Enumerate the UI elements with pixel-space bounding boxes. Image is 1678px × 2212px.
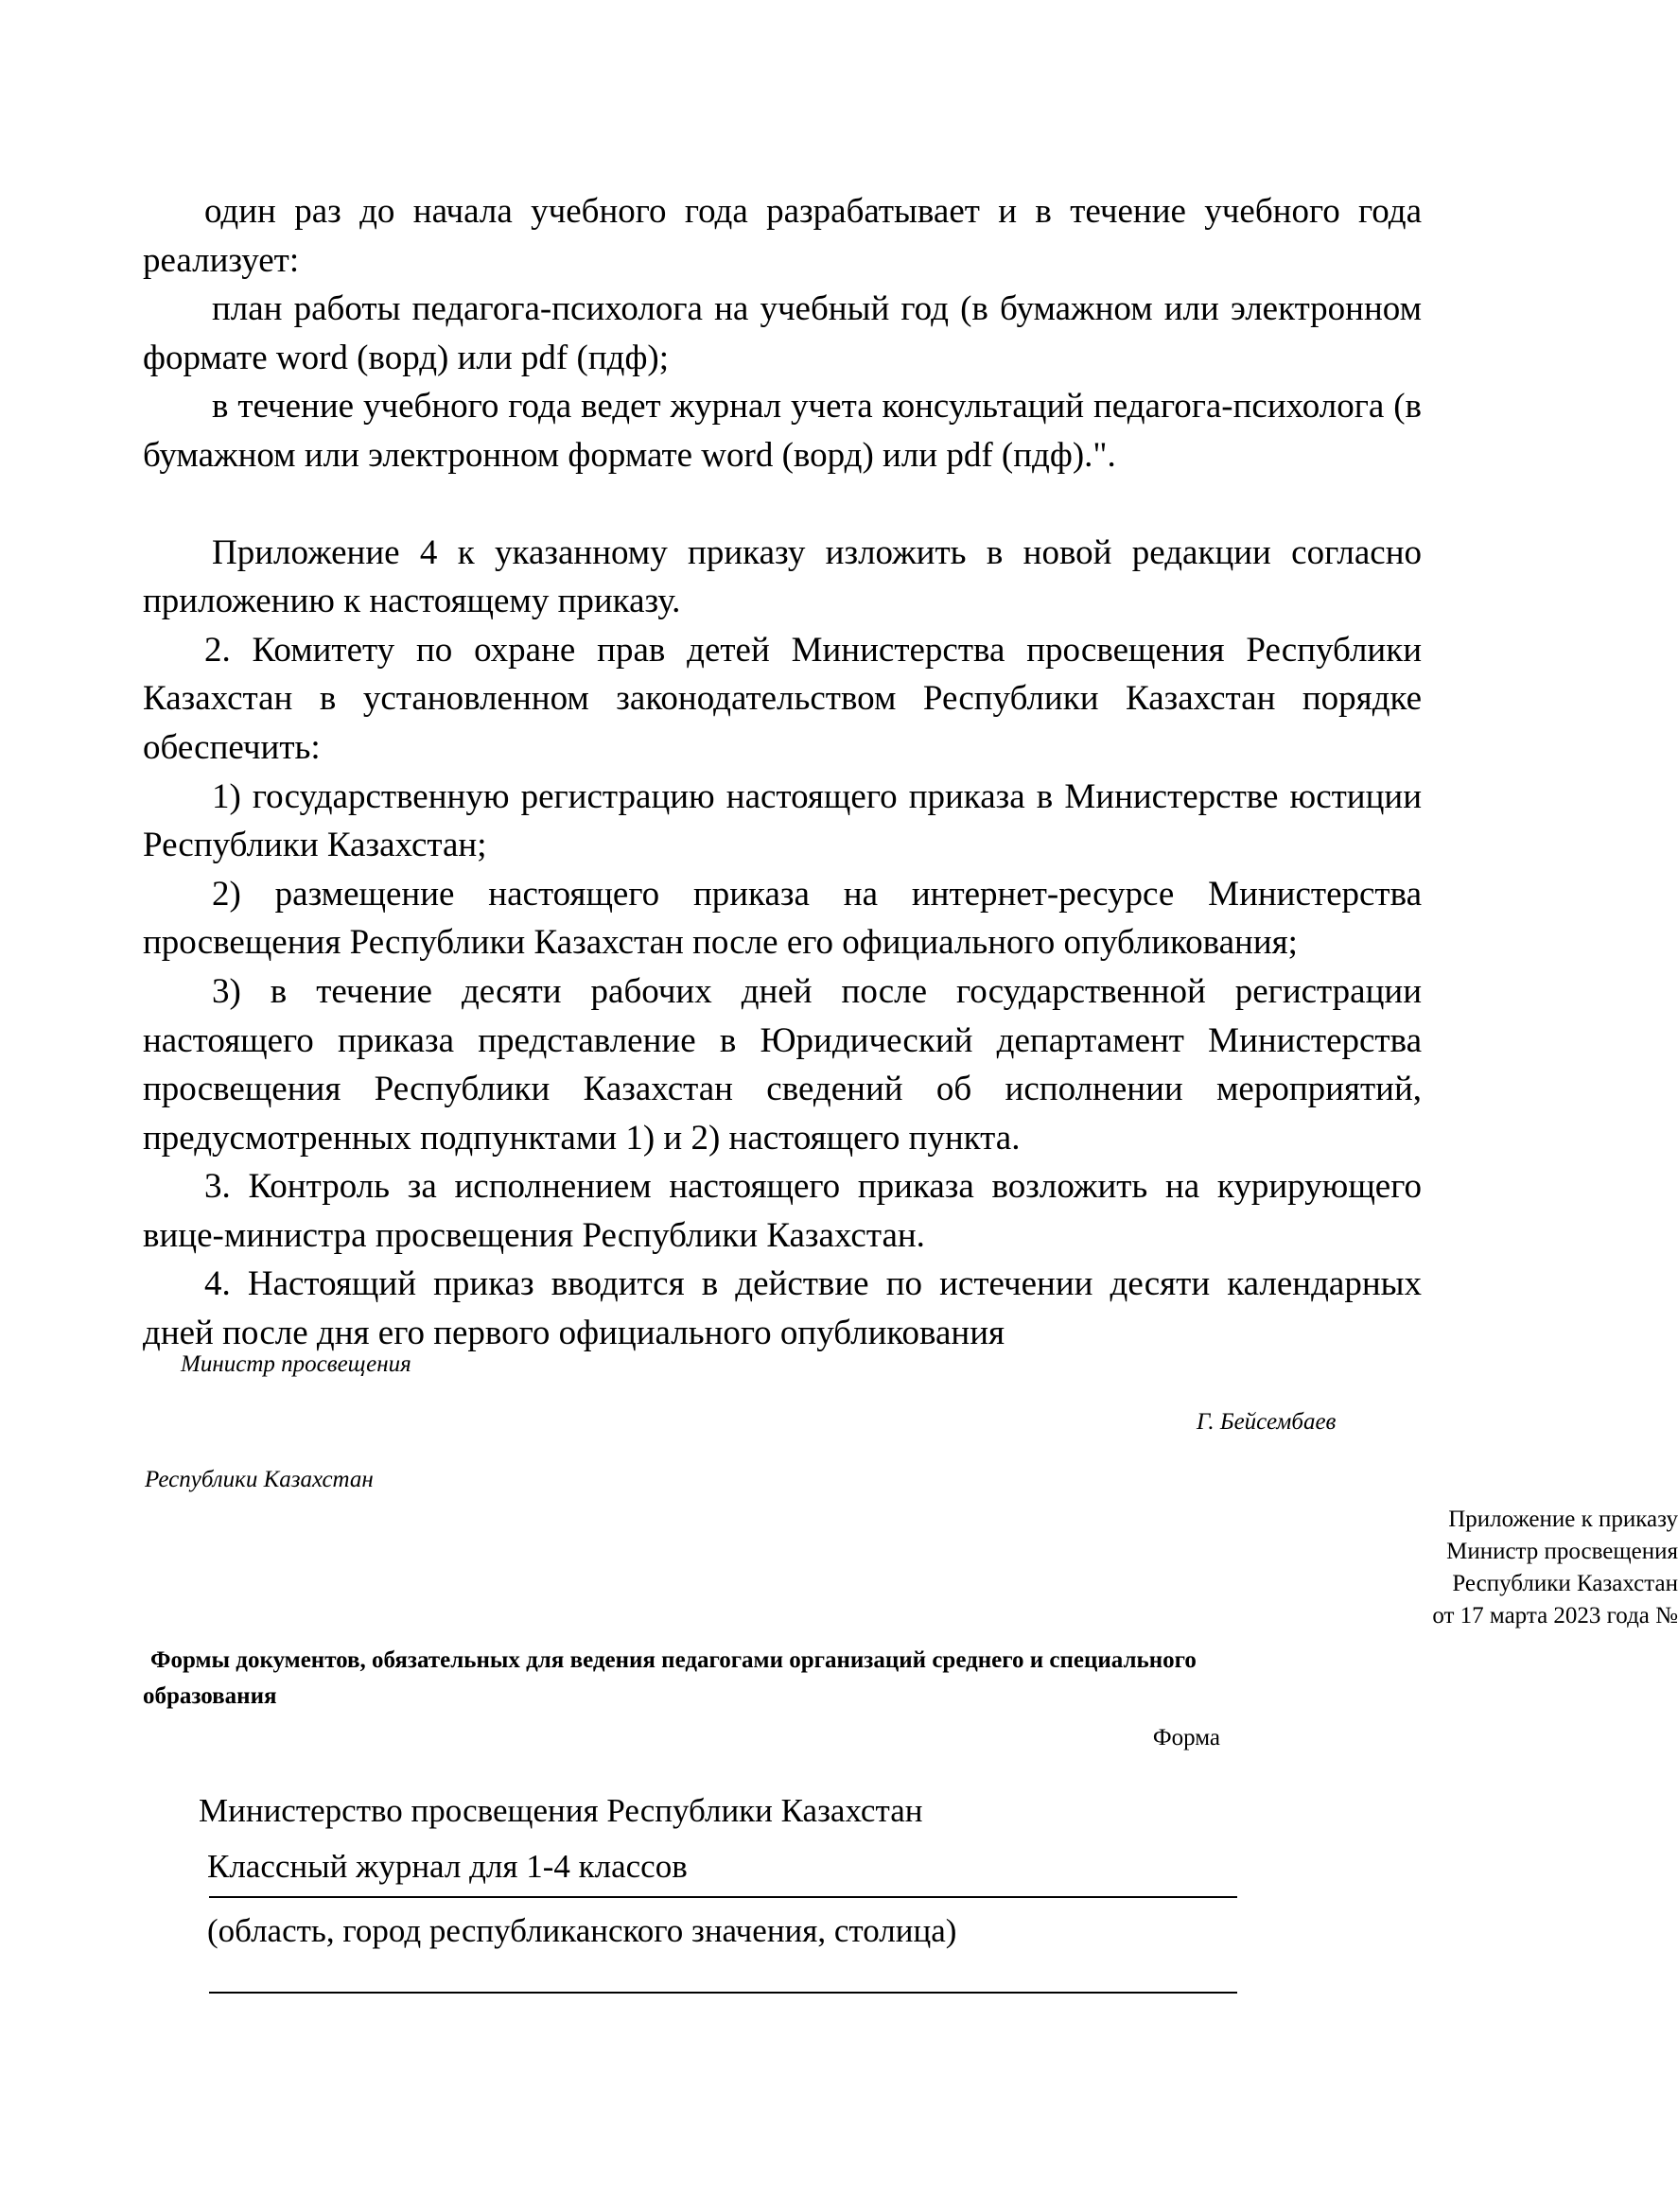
appendix-line-1: Приложение к приказу bbox=[1448, 1507, 1678, 1532]
paragraph-subitem-3: 3) в течение десяти рабочих дней после государственной регистрации настоящего приказа представление в Юридический департамент Министерства просвещения Республики Казахстан сведений об исполнении мероприятий, предусмотренных подпунктами 1) и 2) настоящего пункта. bbox=[143, 971, 1422, 1158]
paragraph-intro: один раз до начала учебного года разрабатывает и в течение учебного года реализует: bbox=[143, 192, 1422, 280]
paragraph-work-plan: план работы педагога-психолога на учебный год (в бумажном или электронном формате word (ворд) или pdf (пдф); bbox=[143, 289, 1422, 377]
paragraph-consultation-journal: в течение учебного года ведет журнал учета консультаций педагога-психолога (в бумажном или электронном формате word (ворд) или pdf (пдф).". bbox=[143, 387, 1422, 475]
paragraph-item-2: 2. Комитету по охране прав детей Министерства просвещения Республики Казахстан в установленном законодательством Республики Казахстан порядке обеспечить: bbox=[143, 630, 1422, 767]
form-label: Форма bbox=[1152, 1725, 1220, 1750]
signature-position-line2: Республики Казахстан bbox=[145, 1467, 374, 1492]
order-body bbox=[143, 187, 1422, 1358]
appendix-line-3: Республики Казахстан bbox=[1452, 1571, 1678, 1596]
appendix-line-4: от 17 марта 2023 года № bbox=[1432, 1603, 1678, 1629]
paragraph-subitem-2: 2) размещение настоящего приказа на интернет-ресурсе Министерства просвещения Республики Казахстан после его официального опубликования; bbox=[143, 874, 1422, 963]
paragraph-item-4: 4. Настоящий приказ вводится в действие по истечении десяти календарных дней после дня его первого официального опубликования bbox=[143, 1264, 1422, 1353]
signature-position-line1: Министр просвещения bbox=[181, 1351, 411, 1377]
organization-underline bbox=[209, 1992, 1237, 1994]
paragraph-item-3: 3. Контроль за исполнением настоящего приказа возложить на курирующего вице-министра просвещения Республики Казахстан. bbox=[143, 1167, 1422, 1255]
paragraph-appendix-4: Приложение 4 к указанному приказу изложить в новой редакции согласно приложению к настоящему приказу. bbox=[143, 532, 1422, 621]
forms-title: Формы документов, обязательных для ведения педагогами организаций среднего и специального образования bbox=[143, 1647, 1197, 1709]
paragraph-subitem-1: 1) государственную регистрацию настоящего приказа в Министерстве юстиции Республики Казахстан; bbox=[143, 776, 1422, 865]
form-journal-title: Классный журнал для 1-4 классов bbox=[207, 1848, 688, 1885]
region-underline bbox=[209, 1896, 1237, 1898]
form-ministry-name: Министерство просвещения Республики Казахстан bbox=[199, 1792, 923, 1829]
signature-name: Г. Бейсембаев bbox=[1197, 1409, 1337, 1435]
appendix-header bbox=[1286, 1504, 1678, 1632]
appendix-line-2: Министр просвещения bbox=[1446, 1539, 1678, 1564]
form-region-caption: (область, город республиканского значения, столица) bbox=[207, 1912, 957, 1949]
